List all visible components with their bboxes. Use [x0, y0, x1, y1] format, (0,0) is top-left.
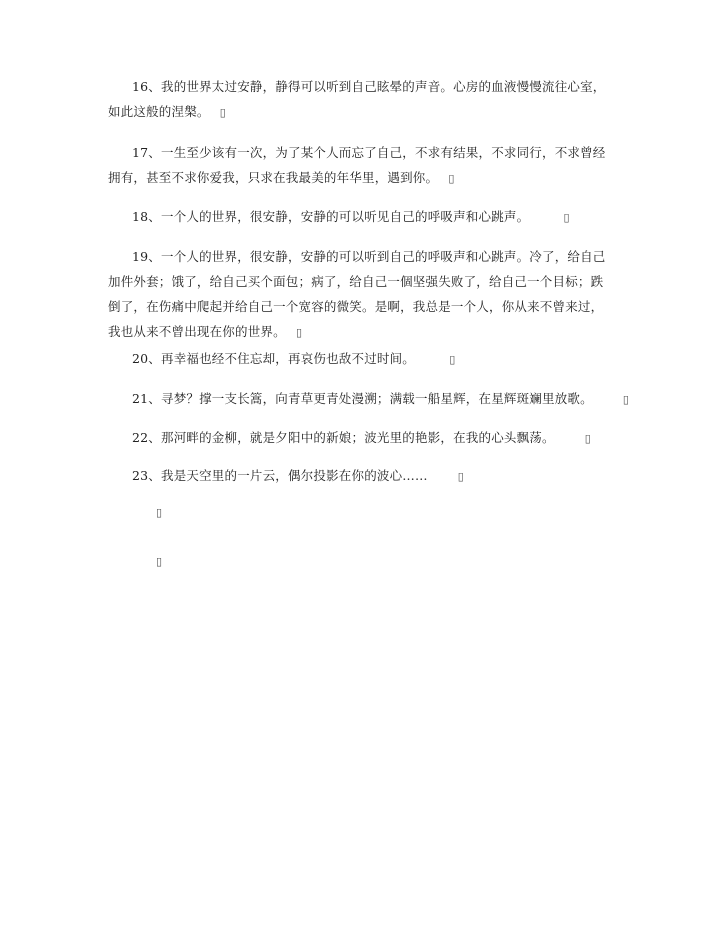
paragraph-19 — [108, 244, 608, 345]
text-line: 倒了，在伤痛中爬起并给自己一个宽容的微笑。是啊，我总是一个人，你从来不曾来过， — [108, 299, 604, 314]
text-span: 20、再幸福也经不住忘却，再哀伤也敌不过时间。 — [132, 351, 420, 366]
text-line — [108, 204, 608, 230]
placeholder-glyph-icon: ▯ — [584, 432, 591, 445]
text-span: 如此这般的涅槃。 — [108, 104, 214, 119]
paragraph-17 — [108, 140, 608, 191]
text-line — [108, 386, 630, 412]
text-line: 17、一生至少该有一次，为了某个人而忘了自己，不求有结果，不求同行，不求曾经 — [132, 145, 606, 160]
text-line — [108, 499, 608, 525]
placeholder-glyph-icon: ▯ — [156, 555, 163, 568]
paragraph-16 — [108, 74, 608, 125]
text-line — [108, 463, 608, 489]
text-line — [108, 165, 608, 191]
text-span: 23、我是天空里的一片云，偶尔投影在你的波心…… — [132, 468, 428, 483]
text-line: 16、我的世界太过安静，静得可以听到自己眩晕的声音。心房的血液慢慢流往心室， — [132, 79, 606, 94]
paragraph-23 — [108, 463, 608, 489]
text-span: 我也从来不曾出现在你的世界。 — [108, 324, 290, 339]
text-line — [108, 319, 608, 345]
text-span: 22、那河畔的金柳，就是夕阳中的新娘；波光里的艳影，在我的心头飘荡。 — [132, 430, 555, 445]
text-line: 19、一个人的世界，很安静，安静的可以听到自己的呼吸声和心跳声。冷了，给自己 — [132, 249, 606, 264]
text-span: 18、一个人的世界，很安静，安静的可以听见自己的呼吸声和心跳声。 — [132, 209, 534, 224]
empty-paragraph — [108, 499, 608, 525]
placeholder-glyph-icon: ▯ — [449, 353, 456, 366]
placeholder-glyph-icon: ▯ — [156, 506, 163, 519]
placeholder-glyph-icon: ▯ — [448, 172, 455, 185]
text-line: 加件外套；饿了，给自己买个面包；病了，给自己一個坚强失败了，给自己一个目标；跌 — [108, 274, 604, 289]
empty-paragraph — [108, 548, 608, 574]
paragraph-21 — [108, 386, 630, 412]
placeholder-glyph-icon: ▯ — [219, 106, 227, 119]
placeholder-glyph-icon: ▯ — [295, 326, 303, 339]
text-line — [108, 346, 608, 372]
placeholder-glyph-icon: ▯ — [457, 470, 464, 483]
paragraph-22 — [108, 425, 608, 451]
paragraph-20 — [108, 346, 608, 372]
paragraph-18 — [108, 204, 608, 230]
text-span: 拥有，甚至不求你爱我，只求在我最美的年华里，遇到你。 — [108, 170, 443, 185]
text-line — [108, 425, 608, 451]
placeholder-glyph-icon: ▯ — [563, 211, 570, 224]
text-line — [108, 99, 608, 125]
text-line — [108, 548, 608, 574]
placeholder-glyph-icon: ▯ — [622, 393, 630, 406]
text-span: 21、寻梦？撑一支长篙，向青草更青处漫溯；满载一船星辉，在星辉斑斓里放歌。 — [132, 391, 593, 406]
